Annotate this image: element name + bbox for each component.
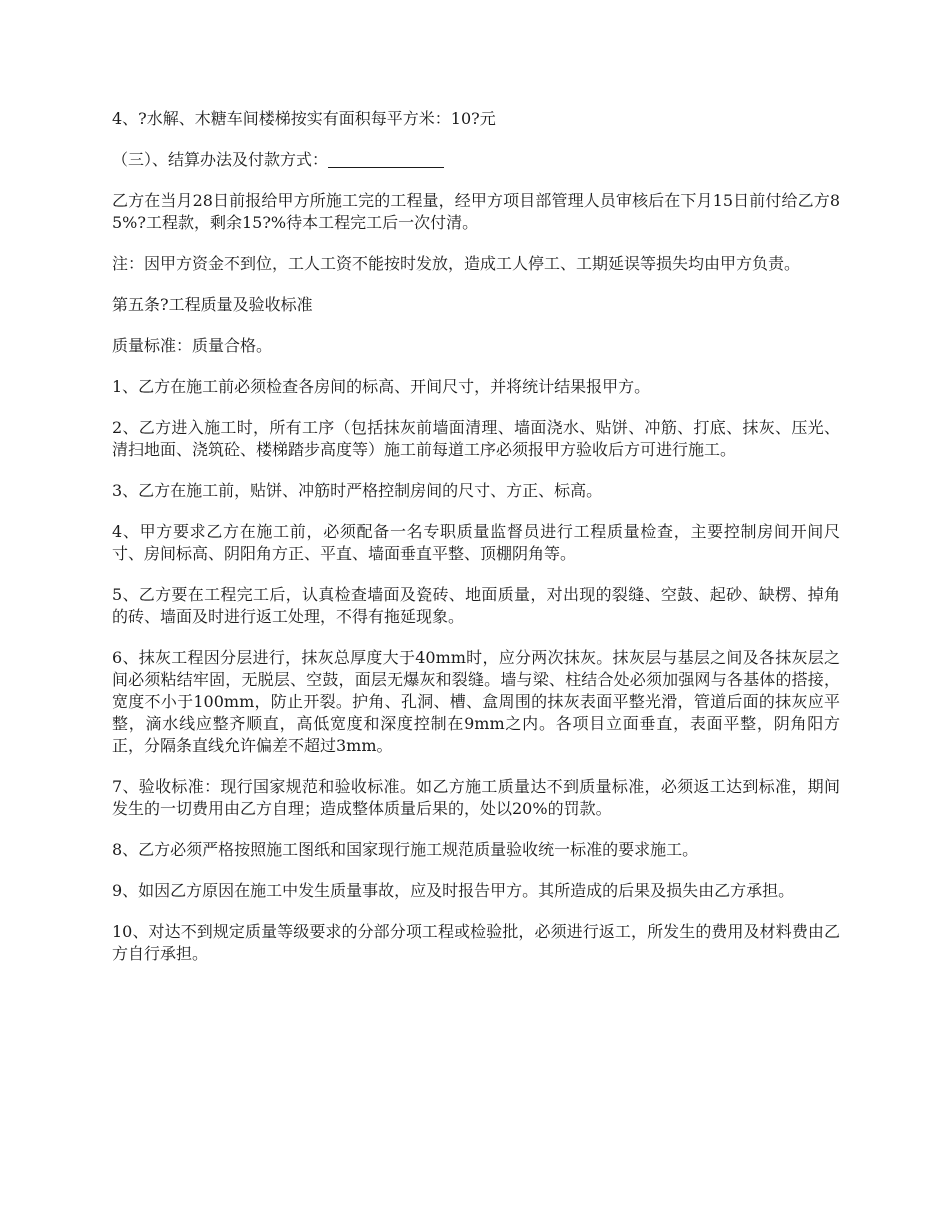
clause-7: 7、验收标准：现行国家规范和验收标准。如乙方施工质量达不到质量标准，必须返工达到标准，期间发生的一切费用由乙方自理；造成整体质量后果的，处以20%的罚款。: [112, 777, 840, 818]
paragraph-payment-terms: 乙方在当月28日前报给甲方所施工完的工程量，经甲方项目部管理人员审核后在下月15日前付给乙方85%?工程款，剩余15?%待本工程完工后一次付清。: [112, 191, 840, 232]
clause-6: 6、抹灰工程因分层进行，抹灰总厚度大于40mm时，应分两次抹灰。抹灰层与基层之间及各抹灰层之间必须粘结牢固，无脱层、空鼓，面层无爆灰和裂缝。墙与梁、柱结合处必须加强网与各基体的搭接，宽度不小于100mm，防止开裂。护角、孔洞、槽、盒周围的抹灰表面平整光滑，管道后面的抹灰应平整，滴水线应整齐顺直，高低宽度和深度控制在9mm之内。各项目立面垂直，表面平整，阴角阳方正，分隔条直线允许偏差不超过3mm。: [112, 648, 840, 755]
clause-4: 4、甲方要求乙方在施工前，必须配备一名专职质量监督员进行工程质量检查，主要控制房间开间尺寸、房间标高、阴阳角方正、平直、墙面垂直平整、顶棚阴角等。: [112, 522, 840, 563]
clause-2: 2、乙方进入施工时，所有工序（包括抹灰前墙面清理、墙面浇水、贴饼、冲筋、打底、抹灰、压光、清扫地面、浇筑砼、楼梯踏步高度等）施工前每道工序必须报甲方验收后方可进行施工。: [112, 418, 840, 459]
fill-in-blank-line: [328, 151, 444, 168]
clause-5: 5、乙方要在工程完工后，认真检查墙面及瓷砖、地面质量，对出现的裂缝、空鼓、起砂、缺楞、掉角的砖、墙面及时进行返工处理，不得有拖延现象。: [112, 585, 840, 626]
paragraph-quality-standard: 质量标准：质量合格。: [112, 336, 273, 355]
clause-9: 9、如因乙方原因在施工中发生质量事故，应及时报告甲方。其所造成的后果及损失由乙方承担。: [112, 881, 795, 900]
clause-3: 3、乙方在施工前，贴饼、冲筋时严格控制房间的尺寸、方正、标高。: [112, 481, 603, 500]
settlement-heading-text: （三）、结算办法及付款方式：: [112, 150, 329, 169]
paragraph-settlement-heading: [112, 149, 840, 171]
paragraph-stairs-price: 4、?水解、木糖车间楼梯按实有面积每平方米：10?元: [112, 109, 496, 128]
paragraph-note: 注：因甲方资金不到位，工人工资不能按时发放，造成工人停工、工期延误等损失均由甲方负责。: [112, 254, 801, 273]
clause-10: 10、对达不到规定质量等级要求的分部分项工程或检验批，必须进行返工，所发生的费用及材料费由乙方自行承担。: [112, 922, 840, 963]
clause-8: 8、乙方必须严格按照施工图纸和国家现行施工规范质量验收统一标准的要求施工。: [112, 840, 699, 859]
document-page: [112, 108, 840, 984]
clause-1: 1、乙方在施工前必须检查各房间的标高、开间尺寸，并将统计结果报甲方。: [112, 377, 651, 396]
section-heading-article-5: 第五条?工程质量及验收标准: [112, 295, 313, 314]
